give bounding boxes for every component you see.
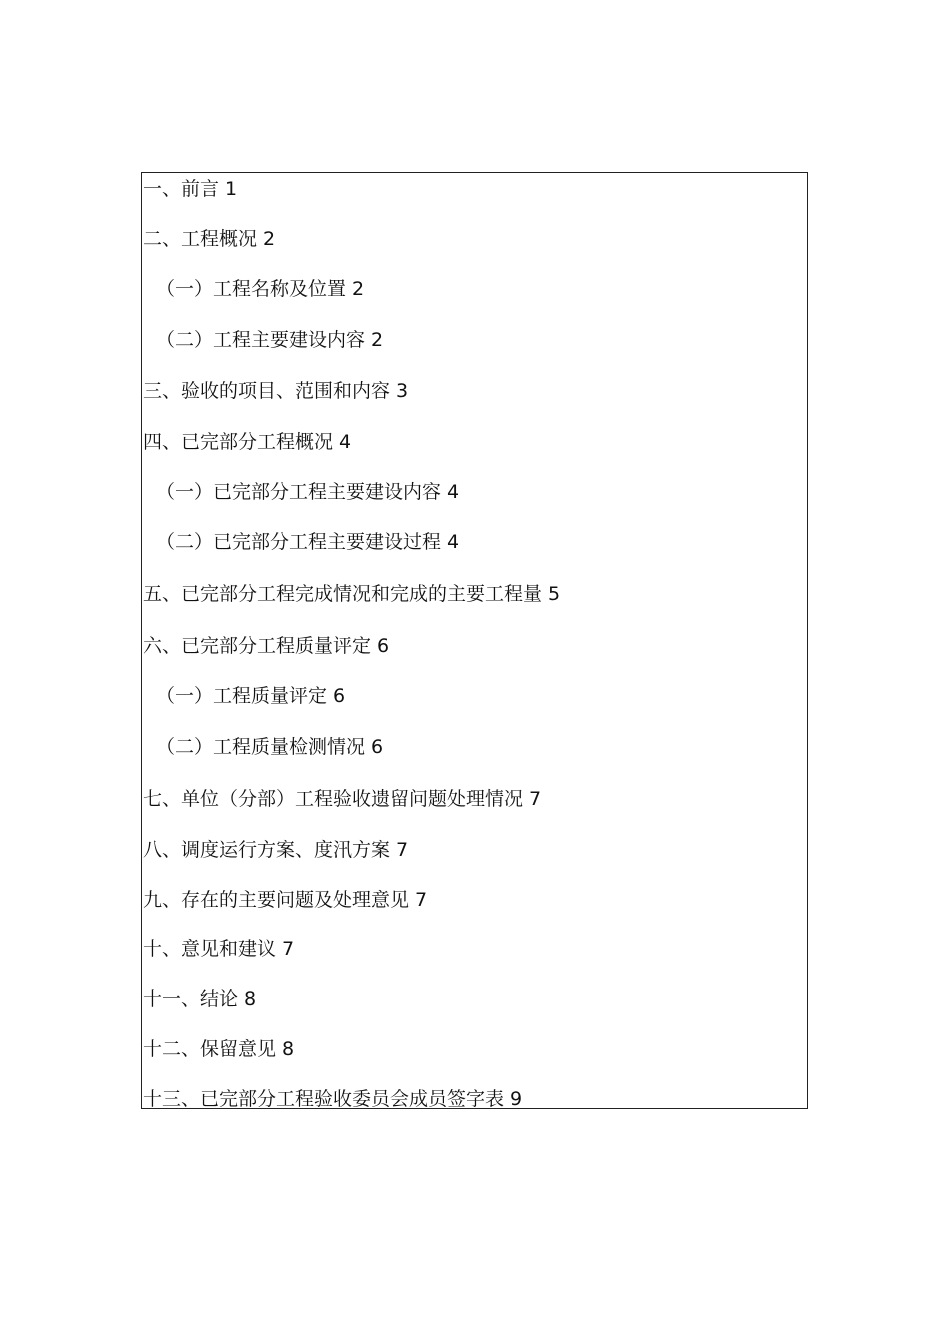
toc-entry-title: 十一、结论 xyxy=(143,988,239,1010)
toc-entry-title: 三、验收的项目、范围和内容 xyxy=(143,380,391,402)
toc-entry[interactable] xyxy=(143,1034,294,1064)
toc-entry[interactable] xyxy=(143,934,294,964)
toc-entry-title: 十二、保留意见 xyxy=(143,1038,277,1060)
toc-entry-title: （一）工程质量评定 xyxy=(156,685,328,707)
toc-entry-page-number: 2 xyxy=(263,228,276,250)
toc-entry[interactable] xyxy=(156,477,459,507)
toc-entry-page-number: 9 xyxy=(510,1088,523,1109)
toc-entry[interactable] xyxy=(143,376,408,406)
toc-entry-title: 十三、已完部分工程验收委员会成员签字表 xyxy=(143,1088,505,1109)
toc-entry-page-number: 2 xyxy=(352,278,365,300)
toc-entry-title: 七、单位（分部）工程验收遗留问题处理情况 xyxy=(143,788,524,810)
toc-entry[interactable] xyxy=(143,1084,522,1109)
toc-entry-title: （一）已完部分工程主要建设内容 xyxy=(156,481,442,503)
toc-entry-page-number: 4 xyxy=(447,481,460,503)
toc-entry-page-number: 8 xyxy=(244,988,257,1010)
toc-entry-page-number: 7 xyxy=(415,889,428,911)
toc-entry-title: 九、存在的主要问题及处理意见 xyxy=(143,889,410,911)
toc-entry-title: 十、意见和建议 xyxy=(143,938,277,960)
toc-entry[interactable] xyxy=(143,885,427,915)
toc-entry-title: （二）工程主要建设内容 xyxy=(156,329,366,351)
toc-entry-page-number: 6 xyxy=(371,736,384,758)
toc-entry-title: （一）工程名称及位置 xyxy=(156,278,347,300)
toc-entry[interactable] xyxy=(143,784,541,814)
toc-entry-page-number: 7 xyxy=(396,839,409,861)
toc-entry-title: 八、调度运行方案、度汛方案 xyxy=(143,839,391,861)
toc-entry-page-number: 3 xyxy=(396,380,409,402)
toc-entry-page-number: 4 xyxy=(339,431,352,453)
toc-entry-page-number: 7 xyxy=(282,938,295,960)
toc-entry-page-number: 2 xyxy=(371,329,384,351)
toc-entry-title: （二）工程质量检测情况 xyxy=(156,736,366,758)
toc-entry-page-number: 1 xyxy=(225,178,238,200)
toc-entry-title: 一、前言 xyxy=(143,178,220,200)
toc-entry-title: （二）已完部分工程主要建设过程 xyxy=(156,531,442,553)
toc-entry[interactable] xyxy=(143,835,408,865)
toc-entry[interactable] xyxy=(143,579,560,609)
toc-entry[interactable] xyxy=(143,631,389,661)
table-of-contents xyxy=(141,172,808,1109)
toc-entry[interactable] xyxy=(156,325,383,355)
toc-entry[interactable] xyxy=(156,527,459,557)
toc-entry-page-number: 6 xyxy=(333,685,346,707)
toc-entry-page-number: 4 xyxy=(447,531,460,553)
toc-entry[interactable] xyxy=(143,224,275,254)
toc-entry-page-number: 8 xyxy=(282,1038,295,1060)
toc-entry-page-number: 6 xyxy=(377,635,390,657)
toc-entry[interactable] xyxy=(143,427,351,457)
toc-entry-title: 五、已完部分工程完成情况和完成的主要工程量 xyxy=(143,583,543,605)
toc-entry[interactable] xyxy=(143,174,237,204)
toc-entry[interactable] xyxy=(156,274,364,304)
toc-entry[interactable] xyxy=(156,681,345,711)
toc-entry-title: 四、已完部分工程概况 xyxy=(143,431,334,453)
toc-entry-title: 二、工程概况 xyxy=(143,228,258,250)
toc-entry[interactable] xyxy=(143,984,256,1014)
toc-entry[interactable] xyxy=(156,732,383,762)
toc-entry-page-number: 7 xyxy=(529,788,542,810)
toc-entry-page-number: 5 xyxy=(548,583,561,605)
toc-entry-title: 六、已完部分工程质量评定 xyxy=(143,635,372,657)
